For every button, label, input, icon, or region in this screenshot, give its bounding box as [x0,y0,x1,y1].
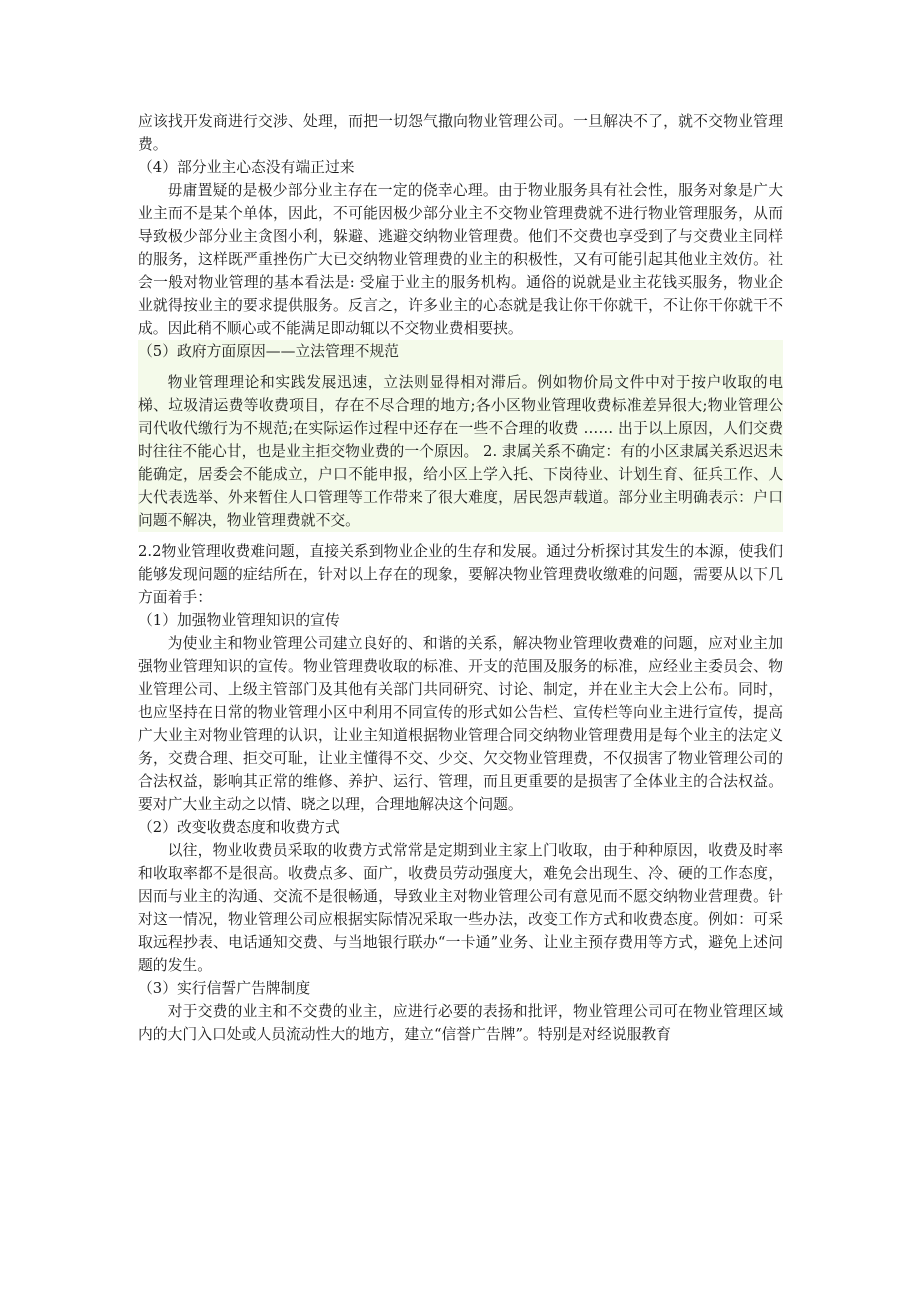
paragraph-3-body: 对于交费的业主和不交费的业主，应进行必要的表扬和批评，物业管理公司可在物业管理区域内的大门入口处或人员流动性大的地方，建立“信誉广告牌”。特别是对经说服教育 [138,1003,783,1043]
highlighted-section [138,340,783,532]
paragraph-2-body: 以往，物业收费员采取的收费方式常常是定期到业主家上门收取，由于种种原因，收费及时率和收取率都不是很高。收费点多、面广，收费员劳动强度大，难免会出现生、冷、硬的工作态度，因而与业主的沟通、交流不是很畅通，导致业主对物业管理公司有意见而不愿交纳物业营理费。针对这一情况，物业管理公司应根据实际情况采取一些办法，改变工作方式和收费态度。例如：可采取远程抄表、电话通知交费、与当地银行联办“一卡通”业务、让业主预存费用等方式，避免上述问题的发生。 [138,842,783,974]
paragraph-5-body: 物业管理理论和实践发展迅速，立法则显得相对滞后。例如物价局文件中对于按户收取的电梯、垃圾清运费等收费项目，存在不尽合理的地方;各小区物业管理收费标准差异很大;物业管理公司代收代缴行为不规范;在实际运作过程中还存在一些不合理的收费 …… 出于以上原因，人们交费时往往不能心甘，也是业主拒交物业费的一个原因。 2. 隶属关系不确定：有的小区隶属关系迟迟未能确定，居委会不能成立，户口不能申报，给小区上学入托、下岗待业、计划生育、征兵工作、人大代表选举、外来暂住人口管理等工作带来了很大难度，居民怨声载道。部分业主明确表示：户口问题不解决，物业管理费就不交。 [138,374,783,529]
heading-2: （2）改变收费态度和收费方式 [138,819,340,836]
paragraph-4-body: 毋庸置疑的是极少部分业主存在一定的侥幸心理。由于物业服务具有社会性，服务对象是广大业主而不是某个单体，因此，不可能因极少部分业主不交物业管理费就不进行物业管理服务，从而导致极少部分业主贪图小利，躲避、逃避交纳物业管理费。他们不交费也享受到了与交费业主同样的服务，这样既严重挫伤广大已交纳物业管理费的业主的积极性，又有可能引起其他业主效仿。社会一般对物业管理的基本看法是: 受雇于业主的服务机构。通俗的说就是业主花钱买服务，物业企业就得按业主的要求提供服务。反言之，许多业主的心态就是我让你干你就干，不让你干你就干不成。因此稍不顺心或不能满足即动辄以不交物业费相要挟。 [138,182,783,337]
paragraph-intro: 应该找开发商进行交涉、处理，而把一切怨气撒向物业管理公司。一旦解决不了，就不交物业管理费。 [138,113,783,153]
document-body [138,110,783,1046]
heading-1: （1）加强物业管理知识的宣传 [138,612,340,629]
heading-4: （4）部分业主心态没有端正过来 [138,159,355,176]
paragraph-1-body: 为使业主和物业管理公司建立良好的、和谐的关系，解决物业管理收费难的问题，应对业主加强物业管理知识的宣传。物业管理费收取的标准、开支的范围及服务的标准，应经业主委员会、物业管理公司、上级主管部门及其他有关部门共同研究、讨论、制定，并在业主大会上公布。同时，也应坚持在日常的物业管理小区中利用不同宣传的形式如公告栏、宣传栏等向业主进行宣传，提高广大业主对物业管理的认识，让业主知道根据物业管理合同交纳物业管理费用是每个业主的法定义务，交费合理、拒交可耻，让业主懂得不交、少交、欠交物业管理费，不仅损害了物业管理公司的合法权益，影响其正常的维修、养护、运行、管理，而且更重要的是损害了全体业主的合法权益。要对广大业主动之以情、晓之以理，合理地解决这个问题。 [138,635,783,813]
heading-3: （3）实行信誓广告牌制度 [138,980,311,997]
heading-5: （5）政府方面原因——立法管理不规范 [138,343,399,360]
paragraph-2-2: 2.2物业管理收费难问题，直接关系到物业企业的生存和发展。通过分析探讨其发生的本源，使我们能够发现问题的症结所在，针对以上存在的现象，要解决物业管理费收缴难的问题，需要从以下几方面着手： [138,543,784,606]
